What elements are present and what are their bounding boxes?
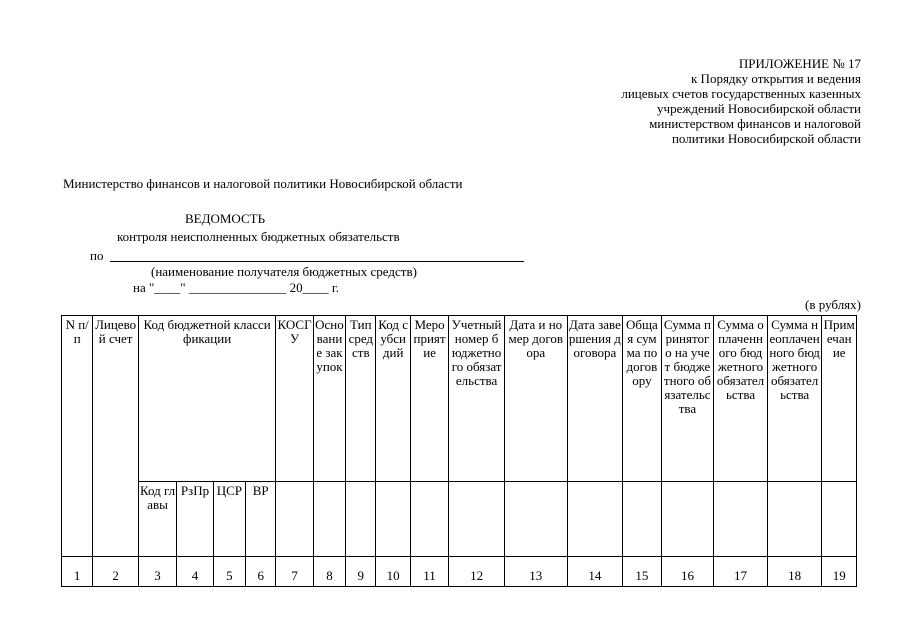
header-cell: N п/п [62,316,93,557]
empty-cell [567,482,623,557]
header-cell: КОСГУ [276,316,313,482]
column-number: 9 [346,557,376,587]
header-cell: Сумма принятого на учет бюджетного обязательства [661,316,714,482]
empty-cell [449,482,505,557]
header-cell: Примечание [822,316,857,482]
column-number: 19 [822,557,857,587]
column-number: 2 [93,557,139,587]
recipient-blank-line [110,261,524,262]
document-subtitle: контроля неисполненных бюджетных обязательств [117,229,400,244]
units-label: (в рублях) [805,297,861,312]
column-number: 12 [449,557,505,587]
header-cell: Лицевой счет [93,316,139,557]
appendix-line: ПРИЛОЖЕНИЕ № 17 [738,56,861,71]
appendix-line: учреждений Новосибирской области [657,101,861,116]
appendix-line: министерством финансов и налоговой [649,116,861,131]
appendix-line: к Порядку открытия и ведения [690,71,861,86]
header-cell: Дата завершения договора [567,316,623,482]
subheader-cell: ЦСР [213,482,245,557]
header-cell: Сумма неоплаченного бюджетного обязательства [767,316,822,482]
header-cell: Тип средств [346,316,376,482]
empty-cell [623,482,661,557]
column-number: 4 [177,557,213,587]
header-row [62,316,857,482]
subheader-cell: ВР [246,482,276,557]
subheader-row [62,482,857,557]
subheader-cell: Код главы [138,482,176,557]
column-number: 18 [767,557,822,587]
empty-cell [714,482,768,557]
empty-cell [276,482,313,557]
column-number: 3 [138,557,176,587]
header-cell: Мероприятие [410,316,448,482]
appendix-line: лицевых счетов государственных казенных [621,86,861,101]
column-number: 5 [213,557,245,587]
obligations-table [61,315,857,587]
empty-cell [822,482,857,557]
header-cell: Код бюджетной классификации [138,316,276,482]
header-cell: Основание закупок [313,316,345,482]
column-number-row [62,557,857,587]
column-number: 17 [714,557,768,587]
header-cell: Учетный номер бюджетного обязательства [449,316,505,482]
column-number: 7 [276,557,313,587]
empty-cell [410,482,448,557]
column-number: 8 [313,557,345,587]
column-number: 13 [504,557,567,587]
empty-cell [346,482,376,557]
column-number: 11 [410,557,448,587]
subheader-cell: РзПр [177,482,213,557]
column-number: 6 [246,557,276,587]
empty-cell [376,482,410,557]
empty-cell [313,482,345,557]
column-number: 14 [567,557,623,587]
empty-cell [661,482,714,557]
empty-cell [767,482,822,557]
appendix-line: политики Новосибирской области [671,131,861,146]
header-cell: Сумма оплаченного бюджетного обязательства [714,316,768,482]
column-number: 16 [661,557,714,587]
document-title: ВЕДОМОСТЬ [185,211,266,226]
recipient-label: по [90,248,104,263]
empty-cell [504,482,567,557]
ministry-name: Министерство финансов и налоговой политики Новосибирской области [63,176,463,191]
appendix-block [531,56,861,146]
header-cell: Общая сумма по договору [623,316,661,482]
recipient-note: (наименование получателя бюджетных средств) [151,264,417,279]
header-cell: Дата и номер договора [504,316,567,482]
column-number: 1 [62,557,93,587]
header-cell: Код субсидий [376,316,410,482]
column-number: 15 [623,557,661,587]
column-number: 10 [376,557,410,587]
date-line: на "____" _______________ 20____ г. [133,280,339,295]
